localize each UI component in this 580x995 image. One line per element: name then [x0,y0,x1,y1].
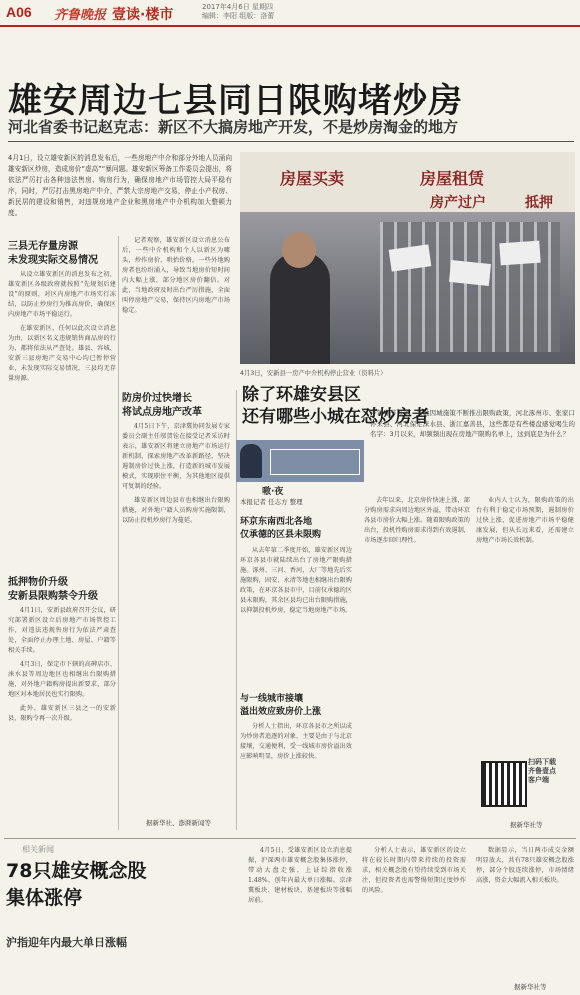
related-col2: 分析人士表示，雄安新区的设立将在较长时期内带来持续的投资需求，相关概念股有望持续受到市场关注，但投资者也需警惕短期过度炒作的风险。 [362,847,466,894]
col1-text: 从设立雄安新区的消息发布之初，雄安新区各级政府就按照“先规划后建设”的原则，对区内房地产市场实行冻结，以防止炒房行为推高房价，确保区内房地产市场平稳运行。 在雄安新区，任何以此次设立消息为由，以新区名义违规销售商品房的行为，都将依法从严查处。雄县、容城、安新三县房地产交易中心均已暂停营业，未发现实际交易情况，三县均无存量房源。 [8,271,116,382]
lead-paragraph: 4月1日，设立雄安新区的消息发布后，一些房地产中介和部分外地人员涌向雄安新区炒房，造成房价“虚高”“暴问题。雄安新区筹备工作委员会提出，将依法严厉打击各种违法售房、购房行为，确保房地产市场管控大局平稳有序，同时，严厉打击黑房地产中介，严禁大宗房地产交易，停止小产权房、新民居的建设和销售，对违规房地产企业和黑房地产中介机构加大整顿力度。 [8,154,232,217]
related-source: 据新华社等 [514,983,547,991]
newspaper-logo: 齐鲁晚报 [54,8,107,23]
story2-col5: 业内人士认为，限购政策的出台有利于稳定市场预期，遏制房价过快上涨，促进房地产市场平稳健康发展，但从长远来看，还需建立房地产市场长效机制。 [476,497,574,544]
photo-caption: 4月3日，安新县一房产中介机构停止营业（资料片） [240,370,387,377]
byline: 本报记者 任志方 整理 [240,498,303,506]
related-subhead: 沪指迎年内最大单日涨幅 [6,936,127,949]
sign-1: 房屋买卖 [280,169,345,188]
sign-2: 房屋租赁 [420,169,485,188]
story2-source: 据新华社等 [510,821,543,829]
date-line: 2017年4月6日 星期四 编辑：李阳 组版：洛蕾 [202,3,275,20]
story2-col3: 从去年第二季度开始，雄安新区周边环京各县市就陆续出台了房地产限购措施。涿州、三河、香河、大厂等地先后实施限购，固安、永清等地也相继出台限购政策，在环京各县市中，目前仅承德的区县未限购，其余区县均已出台限购措施，以抑制投机炒房，稳定当地房地产市场。 [240,547,352,614]
page-number: A06 [6,4,32,20]
col-divider [118,236,119,830]
qr-code[interactable] [481,761,527,807]
story2-sub1: 环京东南西北各地 仅承德的区县未限购 [240,517,322,540]
story2-col3b: 分析人士指出，环京各县市之所以成为炒房者追逐的对象，主要是由于与北京接壤，交通便利，受一线城市房价溢出效应影响明显，房价上涨较快。 [240,723,352,760]
story2-sub2: 与一线城市接壤 溢出效应致房价上涨 [240,693,370,719]
sign-4: 抵押 [525,195,553,211]
col2-heading: 防房价过快增长 将试点房地产改革 [122,393,202,418]
main-headline: 雄安周边七县同日限购堵炒房 [8,81,463,121]
story2-headline: 除了环雄安县区 还有哪些小城在怼炒房者 [242,385,429,427]
col1-text2: 4月1日，安新县政府召开会议，研究部署新区设立后房地产市场管控工作，对违法违规售房行为依法严肃查处，全面停止办理土地、房屋、户籍等相关手续。 4月3日，保定市下辖的高碑店市、涞水县等周边地区也相继出台限购措施，对外地户籍购房提出新要求，部分地区对本地居民也实行限购。 此外，雄安新区三县之一的安新县，限购令再一次升级。 [8,607,116,722]
sign-3: 房产过户 [430,195,486,211]
col2-text2: 4月5日下午，京津冀协同发展专家委员会副主任邬贺铨在接受记者采访时表示，雄安新区将建立房地产市场运行新机制，探索房地产改革新路径，坚决遏制房价过快上涨，打造新的城市发展模式，实现职住平衡，为其他地区提供可复制的经验。 雄安新区周边县市也相继出台限购措施，对外地户籍人员购房实施限制，以防止投机炒房行为蔓延。 [122,423,230,524]
col1-heading2: 抵押物价升级 安新县限购禁令升级 [8,577,98,602]
related-tag: 相关新闻 [22,845,54,854]
header-rule [0,25,580,27]
col1-heading: 三县无存量房源 未发现实际交易情况 [8,241,98,266]
col2-text: 记者观察，雄安新区设立消息公布后，一些中介机构和个人以新区为噱头，炒作房价、哄抬价格，一些外地购房者也纷纷涌入，导致当地房价短时间内大幅上涨，部分地区房价翻倍。对此，当地政府及时出台严厉措施，全面叫停房地产交易，保持区内房地产市场稳定。 [122,237,230,314]
related-rule [4,838,576,839]
main-subhead: 河北省委书记赵克志：新区不大搞房地产开发，不是炒房淘金的地方 [8,118,459,136]
related-col3: 数据显示，当日两市成交金额明显放大，共有78只雄安概念股涨停，部分个股连续涨停，市场情绪高涨，资金大幅流入相关板块。 [476,847,574,884]
related-col1: 4月5日，受雄安新区设立消息提振，沪深两市雄安概念股集体涨停，带动大盘走强，上证综指收涨1.48%，创年内最大单日涨幅。京津冀板块、建材板块、基建板块等涨幅居前。 [248,847,352,904]
wolf-logo-image [236,440,364,482]
related-headline: 78只雄安概念股 集体涨停 [6,860,147,909]
headline-rule [8,141,574,142]
story2-col4: 去年以来，北京房价快速上涨，部分购房需求向周边地区外溢，带动环京各县市房价大幅上涨。随着限购政策的出台，投机性购房需求得到有效遏制，市场逐步回归理性。 [364,497,470,544]
story2-intro: 今年春节以来，各地因城施策不断推出限购政策，河北涿州市、张家口怀来县、河北保定涞水县、浙江嘉善县，这些都是有些楼盘感觉喝生的名字：3月以来，却频频出现在房地产限购名单上，这到底是为什么？ [370,409,575,438]
qr-caption: 扫码下载 齐鲁壹点 客户端 [528,758,556,784]
news-photo [240,152,575,364]
column-label: 嗷·夜 [262,487,284,497]
section-title: 壹读·楼市 [112,7,174,23]
col2-source: 据新华社、澎湃新闻等 [146,819,211,827]
